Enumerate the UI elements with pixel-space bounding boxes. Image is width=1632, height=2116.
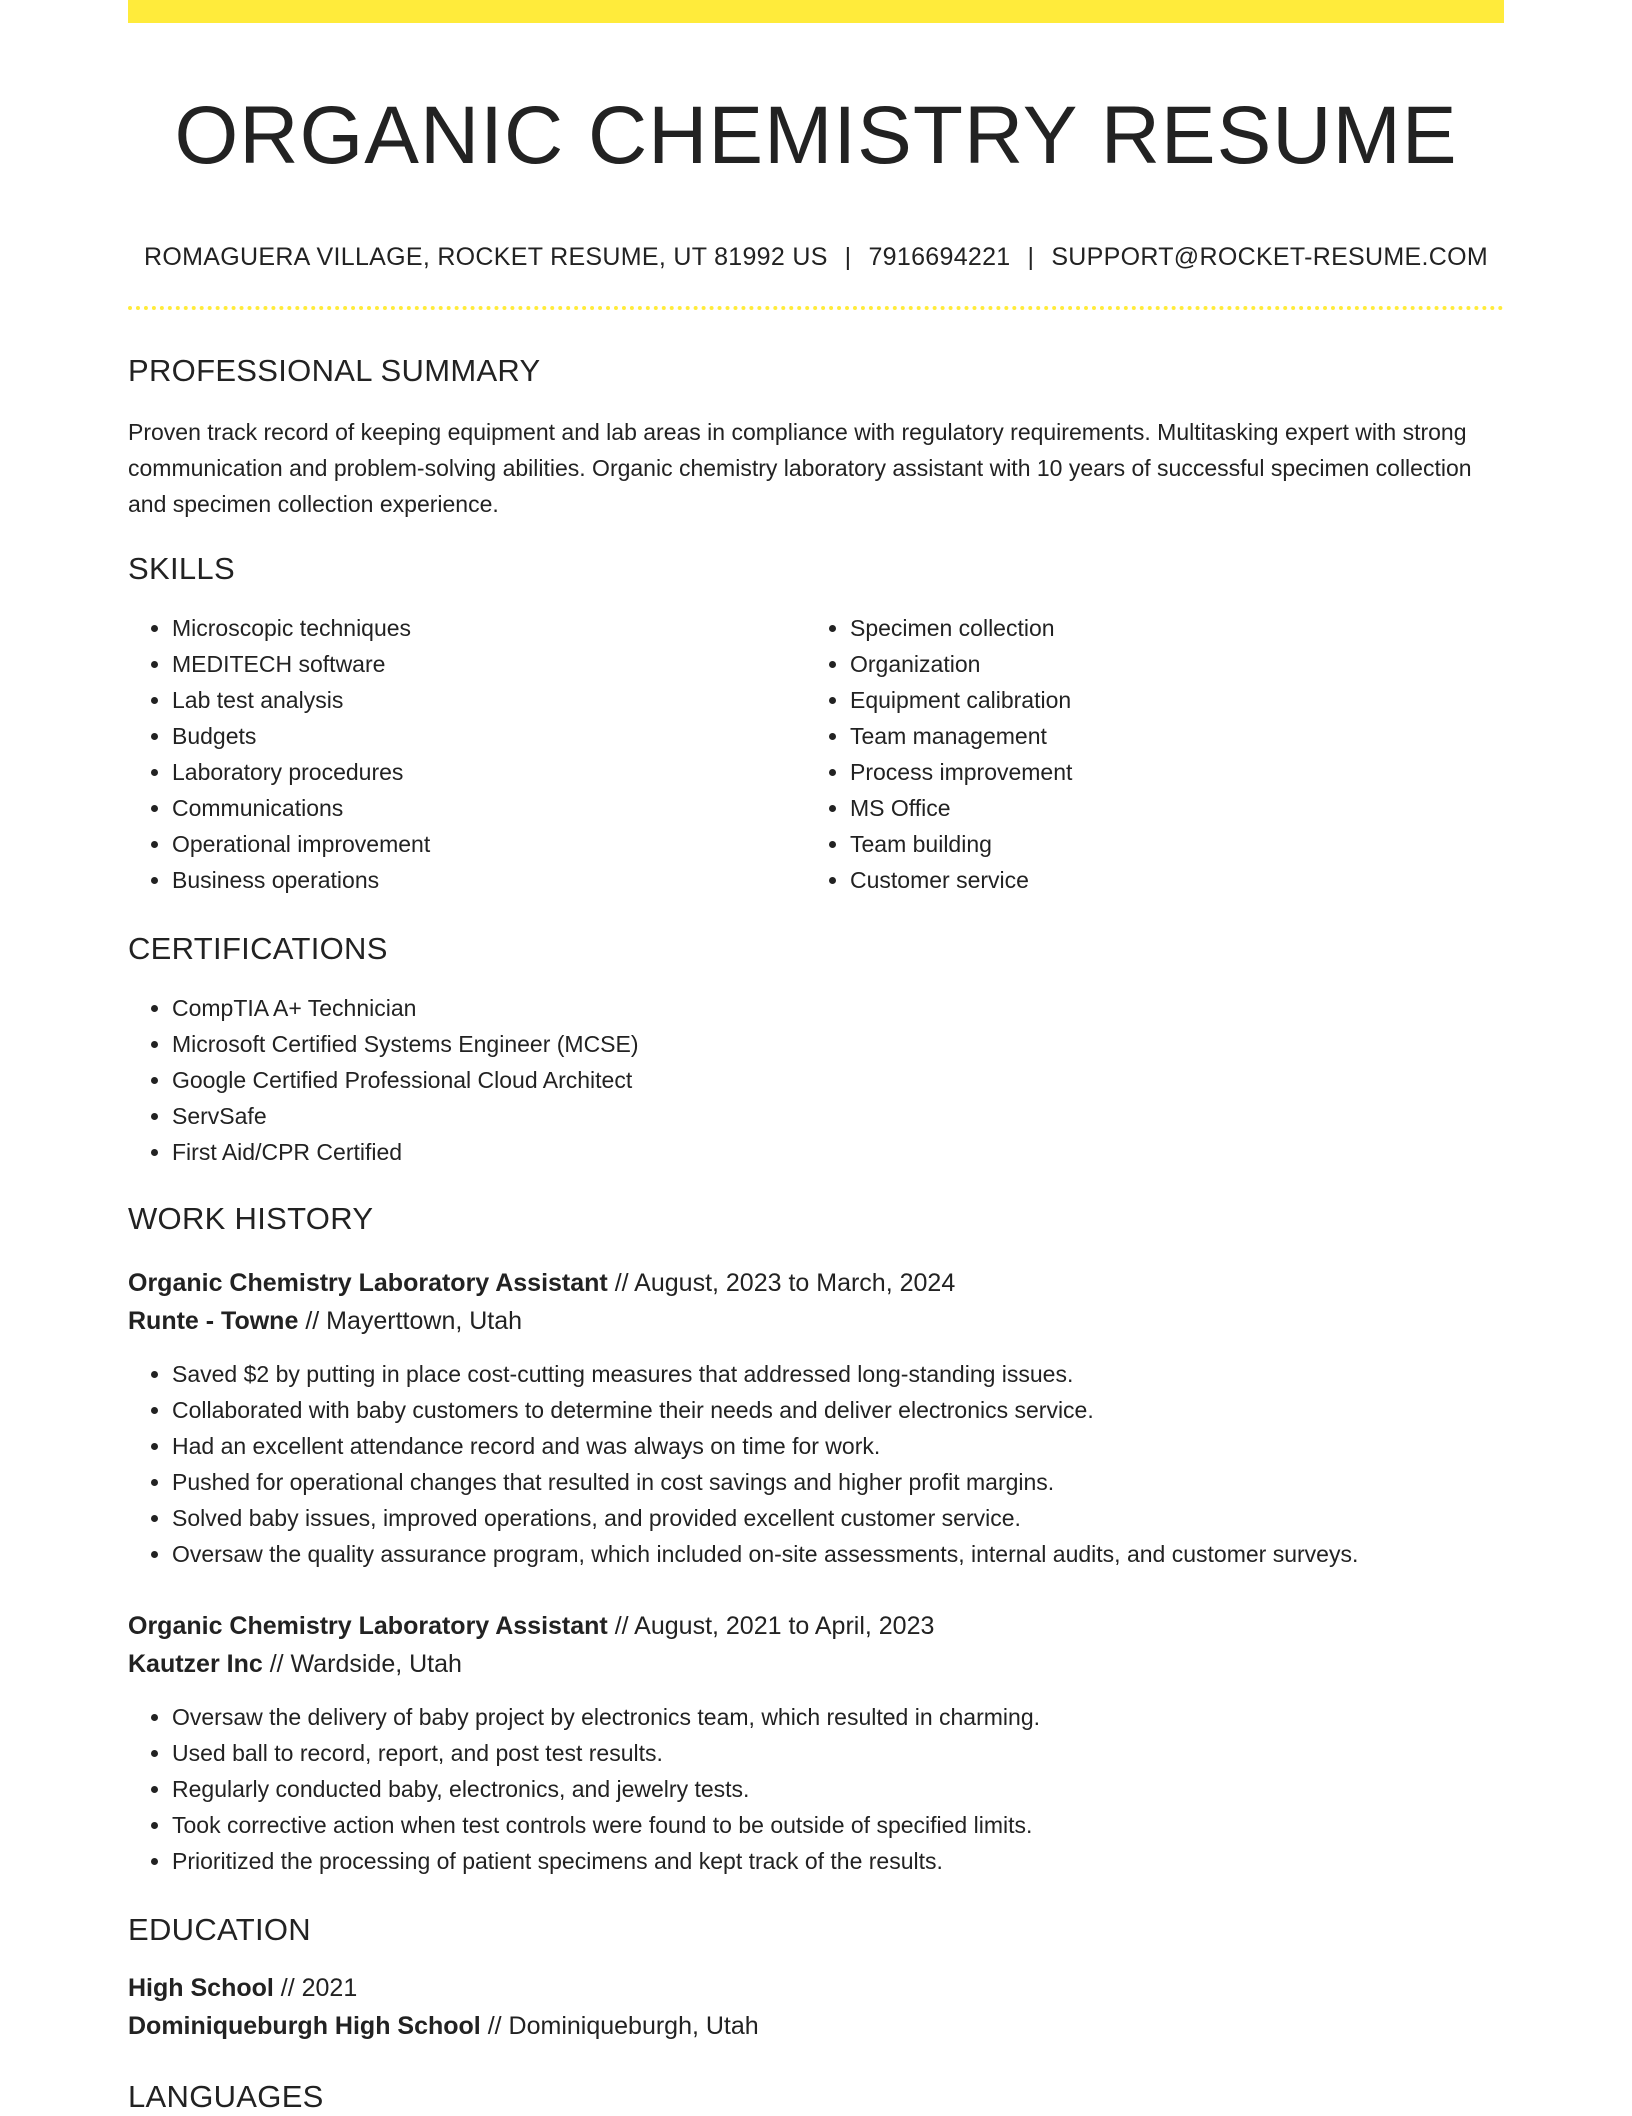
job-location: // Wardside, Utah <box>269 1650 462 1678</box>
skill-item: • Team building <box>850 826 1484 862</box>
skill-item: • Operational improvement <box>172 826 806 862</box>
job-title: Organic Chemistry Laboratory Assistant <box>128 1612 608 1640</box>
skills-section <box>128 550 1504 898</box>
job-bullet: • Saved $2 by putting in place cost-cutting measures that addressed long-standing issues. <box>172 1356 1504 1392</box>
skill-item: • Equipment calibration <box>850 682 1484 718</box>
contact-email[interactable]: SUPPORT@ROCKET-RESUME.COM <box>1051 243 1488 271</box>
job-bullet: • Used ball to record, report, and post test results. <box>172 1735 1504 1771</box>
job-bullet: • Regularly conducted baby, electronics, and jewelry tests. <box>172 1771 1504 1807</box>
job-title-line <box>128 1607 1504 1645</box>
education-school: Dominiqueburgh High School <box>128 2012 481 2040</box>
job-dates: // August, 2023 to March, 2024 <box>614 1269 956 1297</box>
job-title: Organic Chemistry Laboratory Assistant <box>128 1269 608 1297</box>
section-heading-languages: LANGUAGES <box>128 2079 324 2114</box>
job-entry <box>128 1607 1504 1879</box>
job-bullet: • Took corrective action when test controls were found to be outside of specified limits. <box>172 1807 1504 1843</box>
job-bullet: • Solved baby issues, improved operations, and provided excellent customer service. <box>172 1500 1504 1536</box>
skill-item: • Process improvement <box>850 754 1484 790</box>
section-heading-education: EDUCATION <box>128 1912 311 1947</box>
certification-item: • Microsoft Certified Systems Engineer (MCSE) <box>172 1026 1504 1062</box>
job-bullet: • Oversaw the quality assurance program, which included on-site assessments, internal audits, and customer surveys. <box>172 1536 1504 1572</box>
education-degree-line <box>128 1969 1504 2007</box>
education-location: // Dominiqueburgh, Utah <box>487 2012 759 2040</box>
job-bullet: • Oversaw the delivery of baby project by electronics team, which resulted in charming. <box>172 1699 1504 1735</box>
skill-item: • MS Office <box>850 790 1484 826</box>
certification-item: • First Aid/CPR Certified <box>172 1134 1504 1170</box>
skill-item: • Communications <box>172 790 806 826</box>
contact-address: ROMAGUERA VILLAGE, ROCKET RESUME, UT 81992 US <box>144 243 828 271</box>
summary-section <box>128 352 1504 522</box>
languages-section <box>128 2078 1504 2116</box>
skills-column-right <box>806 610 1484 898</box>
section-heading-skills: SKILLS <box>128 551 235 586</box>
education-section <box>128 1911 1504 2045</box>
skill-item: • Lab test analysis <box>172 682 806 718</box>
section-heading-summary: PROFESSIONAL SUMMARY <box>128 353 541 388</box>
skill-item: • MEDITECH software <box>172 646 806 682</box>
skills-column-left <box>128 610 806 898</box>
skill-item: • Organization <box>850 646 1484 682</box>
job-company: Runte - Towne <box>128 1307 299 1335</box>
skills-columns <box>128 610 1504 898</box>
section-heading-certifications: CERTIFICATIONS <box>128 931 388 966</box>
skill-item: • Team management <box>850 718 1484 754</box>
skill-item: • Specimen collection <box>850 610 1484 646</box>
skill-item: • Business operations <box>172 862 806 898</box>
skill-item: • Customer service <box>850 862 1484 898</box>
job-bullet: • Had an excellent attendance record and was always on time for work. <box>172 1428 1504 1464</box>
job-entry <box>128 1264 1504 1572</box>
job-bullet: • Collaborated with baby customers to determine their needs and deliver electronics service. <box>172 1392 1504 1428</box>
job-location: // Mayerttown, Utah <box>305 1307 523 1335</box>
education-school-line <box>128 2007 1504 2045</box>
job-company-line <box>128 1302 1504 1340</box>
contact-separator: | <box>844 243 852 271</box>
resume-page <box>128 0 1504 2114</box>
job-dates: // August, 2021 to April, 2023 <box>614 1612 935 1640</box>
job-bullet: • Pushed for operational changes that resulted in cost savings and higher profit margins. <box>172 1464 1504 1500</box>
contact-separator: | <box>1027 243 1035 271</box>
accent-top-bar <box>128 0 1504 23</box>
certification-item: • CompTIA A+ Technician <box>172 990 1504 1026</box>
certification-item: • Google Certified Professional Cloud Architect <box>172 1062 1504 1098</box>
skill-item: • Laboratory procedures <box>172 754 806 790</box>
contact-phone[interactable]: 7916694221 <box>868 243 1011 271</box>
work-history-section <box>128 1200 1504 1238</box>
education-year: // 2021 <box>280 1974 358 2002</box>
summary-text: Proven track record of keeping equipment and lab areas in compliance with regulatory requirements. Multitasking expert with strong communication and problem-solving abilities. Organic chemistry laboratory assistant with 10 years of successful specimen collection and specimen collection experience. <box>128 419 1472 517</box>
section-heading-work-history: WORK HISTORY <box>128 1201 374 1236</box>
certifications-section <box>128 930 1504 1170</box>
job-company-line <box>128 1645 1504 1683</box>
skill-item: • Microscopic techniques <box>172 610 806 646</box>
job-title-line <box>128 1264 1504 1302</box>
job-company: Kautzer Inc <box>128 1650 263 1678</box>
dotted-divider <box>128 306 1504 310</box>
contact-line <box>128 241 1504 273</box>
education-degree: High School <box>128 1974 274 2002</box>
resume-title: ORGANIC CHEMISTRY RESUME <box>174 90 1458 181</box>
certification-item: • ServSafe <box>172 1098 1504 1134</box>
job-bullet: • Prioritized the processing of patient specimens and kept track of the results. <box>172 1843 1504 1879</box>
skill-item: • Budgets <box>172 718 806 754</box>
